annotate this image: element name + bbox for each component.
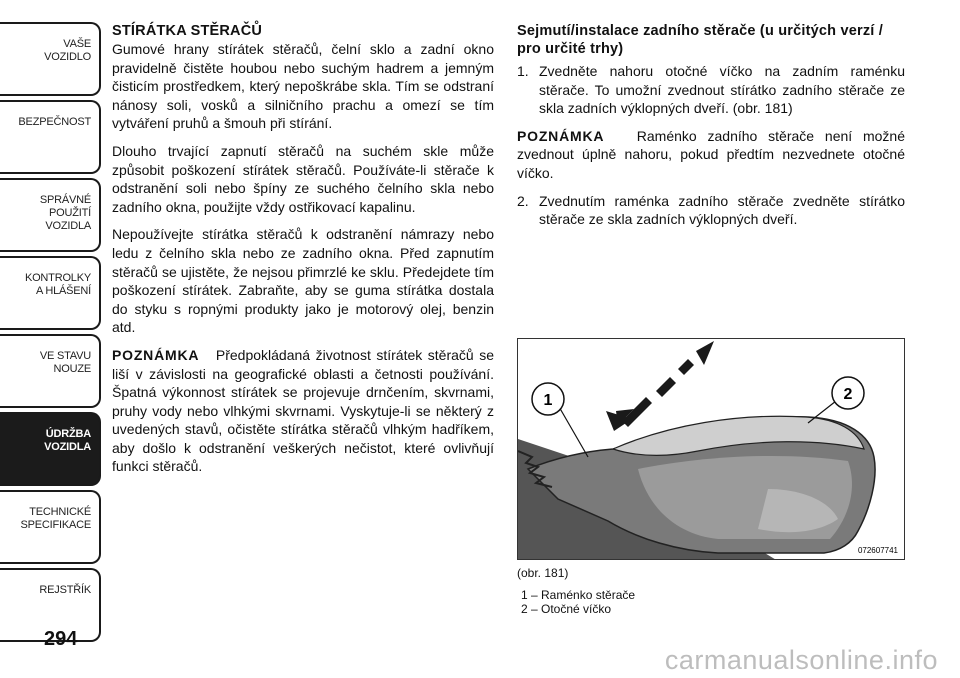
watermark: carmanualsonline.info xyxy=(664,645,938,675)
tab-technicke-specifikace[interactable]: TECHNICKÉ SPECIFIKACE xyxy=(0,490,101,564)
tab-spravne-pouziti-vozidla[interactable]: SPRÁVNÉ POUŽITÍ VOZIDLA xyxy=(0,178,101,252)
step-number: 1. xyxy=(517,63,529,79)
callout-1-leader xyxy=(558,405,588,457)
note-label: POZNÁMKA xyxy=(517,127,605,144)
figure-caption: (obr. 181) xyxy=(517,566,569,580)
note-paragraph xyxy=(517,127,905,183)
note-text: Raménko zadního stěrače není možné zvednout úplně nahoru, pokud předtím nezvednete otočné víčko. xyxy=(517,127,905,181)
figure-code: 072607741 xyxy=(857,546,898,555)
legend-item: 2 – Otočné víčko xyxy=(521,602,612,616)
step-text: Zvedněte nahoru otočné víčko na zadním raménku stěrače. To umožní zvednout stírátko zadního stěrače ze skla zadních výklopných dveří. (obr. 181) xyxy=(539,63,905,117)
paragraph: Dlouho trvající zapnutí stěračů na suchém skle může způsobit poškození stírátek stěračů. Používáte-li stěrače k odstranění soli nebo špíny ze suchého čelního skla nebo zadního okna, použijte vždy ostřikovací kapalinu. xyxy=(112,142,494,215)
step-item xyxy=(517,62,905,118)
wiper-arm-drawing xyxy=(518,339,905,560)
tab-udrzba-vozidla[interactable]: ÚDRŽBA VOZIDLA xyxy=(0,412,101,486)
section-heading: STÍRÁTKA STĚRAČŮ xyxy=(112,23,263,39)
steps-list xyxy=(517,62,905,118)
page-number: 294 xyxy=(44,628,78,650)
paragraph: Nepoužívejte stírátka stěračů k odstranění námrazy nebo ledu z čelního skla nebo ze zadního okna. Před zapnutím stěračů se ujistěte, že nejsou přimrzlé ke sklu. Předejdete tím poškození stírátek. Zabraňte, aby se guma stírátka dostala do styku s ropnými produkty jako je motorový olej, benzin atd. xyxy=(112,226,494,336)
tab-vase-vozidlo[interactable]: VAŠE VOZIDLO xyxy=(0,22,101,96)
subsection-heading: Sejmutí/instalace zadního stěrače (u určitých verzí / pro určité trhy) xyxy=(517,23,883,57)
tab-bezpecnost[interactable]: BEZPEČNOST xyxy=(0,100,101,174)
tab-ve-stavu-nouze[interactable]: VE STAVU NOUZE xyxy=(0,334,101,408)
note-text: Předpokládaná životnost stírátek stěračů se liší v závislosti na geografické oblasti a četnosti používání. Špatná výkonnost stírátek se projevuje drnčením, skvrnami, pruhy vody nebo vlhkými skvrnami. Vyskytuje-li se některý z uvedených stavů, očistěte stírátka stěračů vlhkým hadříkem, aby došlo k odstranění veškerých nečistot, které ovlivňují funkci stěračů. xyxy=(112,346,495,475)
tab-rejstrik[interactable]: REJSTŘÍK xyxy=(0,568,101,642)
step-text: Zvednutím raménka zadního stěrače zvedněte stírátko stěrače ze skla zadních výklopných dveří. xyxy=(539,192,905,228)
tab-kontrolky-a-hlaseni[interactable]: KONTROLKY A HLÁŠENÍ xyxy=(0,256,101,330)
note-paragraph xyxy=(112,346,494,476)
paragraph: Gumové hrany stírátek stěračů, čelní sklo a zadní okno pravidelně čistěte houbou nebo suchým hadrem a jemným čisticím prostředkem, který nepoškrábe skla. Tím se odstraní nánosy soli, vosků a silničního prachu a omezí se tím vytváření pruhů a šmouh při stírání. xyxy=(112,41,494,132)
callout-1-label: 1 xyxy=(543,392,553,409)
figure-legend xyxy=(521,588,635,616)
wiper-illustration xyxy=(517,338,905,560)
step-item xyxy=(517,192,905,229)
callout-2-label: 2 xyxy=(843,386,853,403)
left-column xyxy=(112,22,494,485)
right-column xyxy=(517,22,905,238)
legend-item: 1 – Raménko stěrače xyxy=(521,588,636,602)
steps-list xyxy=(517,192,905,229)
lift-arrow xyxy=(606,341,714,431)
note-label: POZNÁMKA xyxy=(112,346,200,363)
step-number: 2. xyxy=(517,192,529,209)
